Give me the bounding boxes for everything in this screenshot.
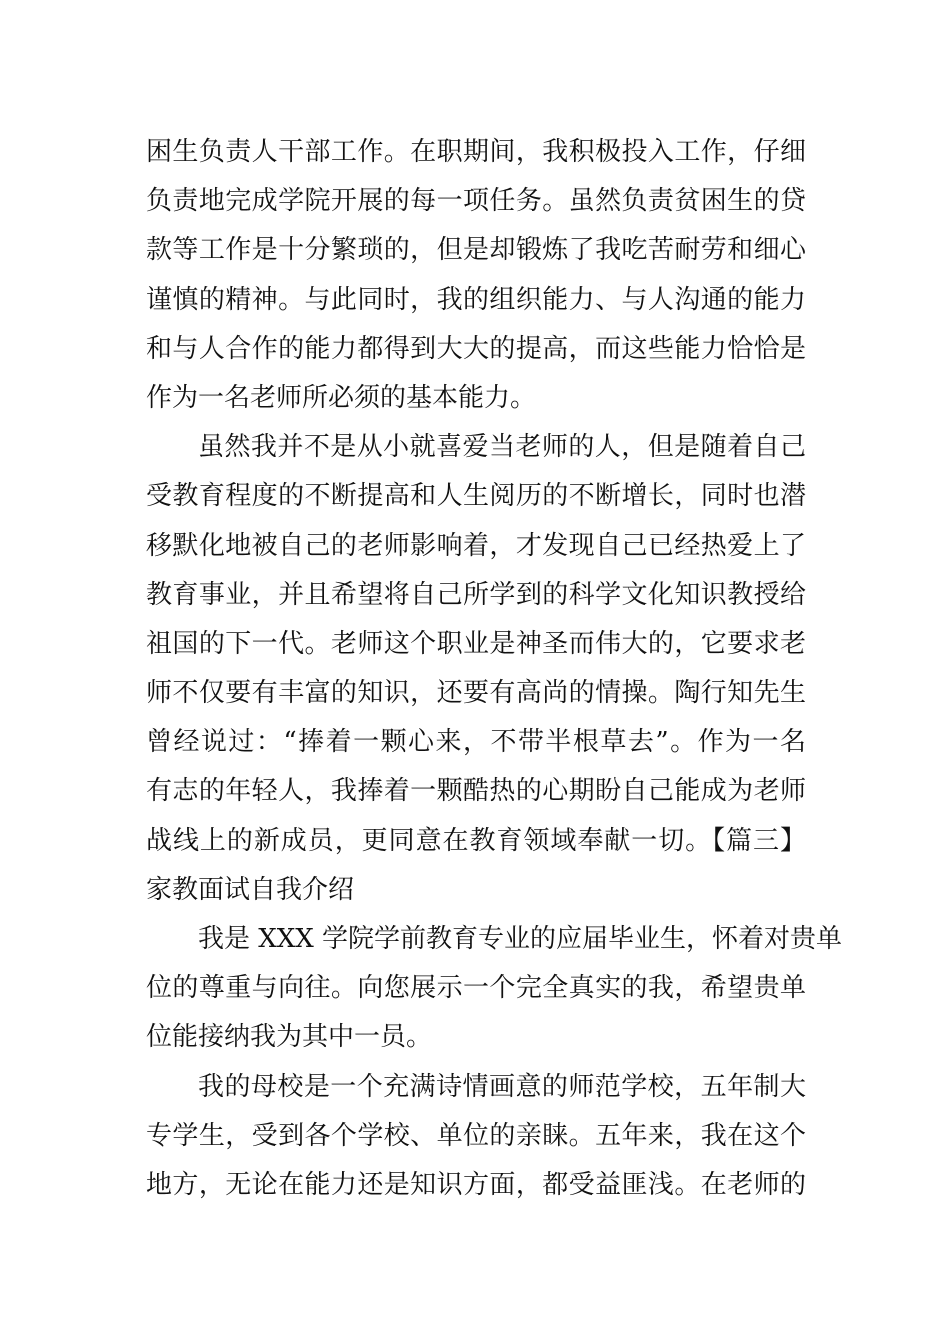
text-line: 负责地完成学院开展的每一项任务。虽然负责贫困生的贷 <box>146 186 806 217</box>
text-line: 款等工作是十分繁琐的，但是却锻炼了我吃苦耐劳和细心 <box>146 235 806 266</box>
text-line: 战线上的新成员，更同意在教育领域奉献一切。【篇三】 <box>146 825 806 856</box>
text-line: 曾经说过：“捧着一颗心来，不带半根草去”。作为一名 <box>146 727 806 758</box>
text-line: 师不仅要有丰富的知识，还要有高尚的情操。陶行知先生 <box>146 678 806 709</box>
paragraph-first-line: 我是 XXX 学院学前教育专业的应届毕业生，怀着对贵单 <box>198 924 843 954</box>
text-line: 位的尊重与向往。向您展示一个完全真实的我，希望贵单 <box>146 973 806 1004</box>
paragraph-first-line: 虽然我并不是从小就喜爱当老师的人，但是随着自己 <box>198 432 806 463</box>
text-line: 移默化地被自己的老师影响着，才发现自己已经热爱上了 <box>146 530 806 561</box>
section-heading: 家教面试自我介绍 <box>146 874 355 905</box>
text-line: 位能接纳我为其中一员。 <box>146 1022 433 1053</box>
text-line: 专学生，受到各个学校、单位的亲睐。五年来，我在这个 <box>146 1120 806 1151</box>
body-text <box>146 128 843 1210</box>
paragraph-first-line: 我的母校是一个充满诗情画意的师范学校，五年制大 <box>198 1071 806 1102</box>
text-line: 受教育程度的不断提高和人生阅历的不断增长，同时也潜 <box>146 481 806 512</box>
text-line: 有志的年轻人，我捧着一颗酷热的心期盼自己能成为老师 <box>146 776 806 807</box>
text-line: 困生负责人干部工作。在职期间，我积极投入工作，仔细 <box>146 137 806 167</box>
text-line: 作为一名老师所必须的基本能力。 <box>146 382 537 413</box>
text-line: 地方，无论在能力还是知识方面，都受益匪浅。在老师的 <box>146 1169 806 1200</box>
text-line: 教育事业，并且希望将自己所学到的科学文化知识教授给 <box>146 579 806 610</box>
text-line: 祖国的下一代。老师这个职业是神圣而伟大的，它要求老 <box>146 628 806 659</box>
text-line: 和与人合作的能力都得到大大的提高，而这些能力恰恰是 <box>146 333 806 364</box>
text-line: 谨慎的精神。与此同时，我的组织能力、与人沟通的能力 <box>146 284 806 315</box>
